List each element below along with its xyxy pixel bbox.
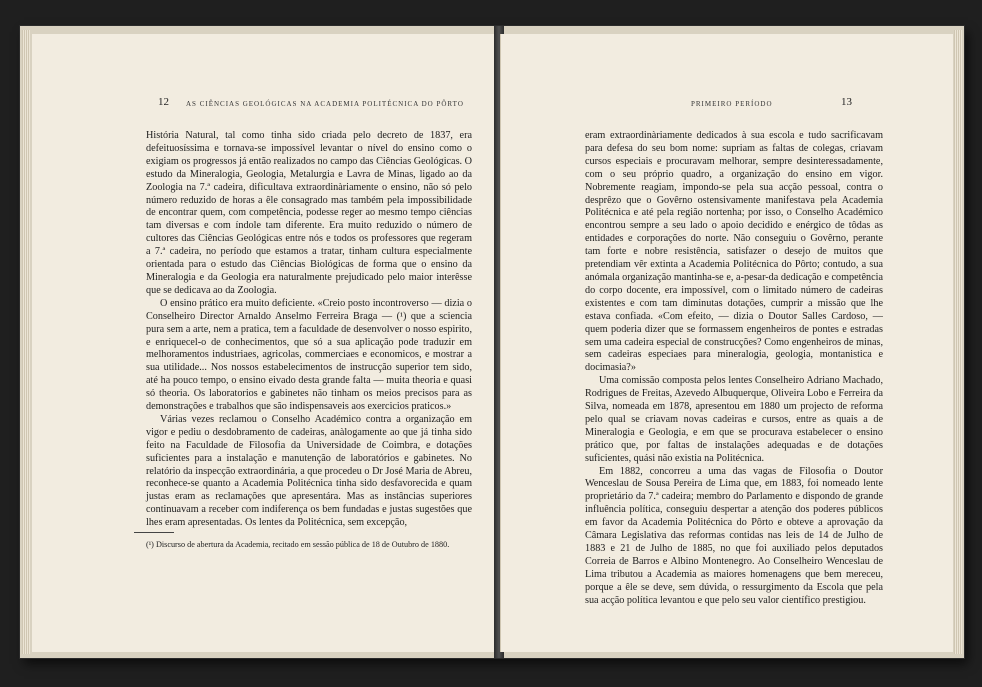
- footnote-rule: [134, 532, 174, 533]
- right-page-edges: [954, 30, 962, 654]
- left-page-edges: [22, 30, 30, 654]
- left-body-text: [146, 130, 472, 530]
- right-running-head: PRIMEIRO PERÍODO: [691, 100, 773, 108]
- right-paragraph-2: Uma comissão composta pelos lentes Conselheiro Adriano Machado, Rodrigues de Freitas, Azevedo Albuquerque, Oliveira Lobo e Ferreira da Silva, nomeada em 1878, apresentou em 1880 um projecto de reforma pelo qual se criavam novas cadeiras e cursos, entre as quais a de Mineralogia e Geologia, e em que se procurava estabelecer o ensino prático que, por faltas de instalações adequadas e de dotações suficientes, quási não existia na Politécnica.: [585, 375, 883, 464]
- left-page: [32, 34, 497, 652]
- right-body-text: [585, 130, 883, 608]
- left-page-number: 12: [158, 96, 169, 108]
- right-page: [500, 34, 953, 652]
- left-running-head: AS CIÊNCIAS GEOLÓGICAS NA ACADEMIA POLITÉCNICA DO PÔRTO: [186, 100, 464, 108]
- right-paragraph-3: Em 1882, concorreu a uma das vagas de Filosofia o Doutor Wenceslau de Sousa Pereira de Lima que, em 1883, foi nomeado lente proprietário da 7.ª cadeira; membro do Parlamento e dispondo de grande influência política, conseguiu despertar a atenção dos poderes públicos em favor da Academia Politécnica do Pôrto e obteve a aprovação da Câmara Legislativa das reformas contidas nas leis de 14 de Julho de 1883 e 21 de Julho de 1885, no que foi auxiliado pelos deputados Correia de Barros e Albino Montenegro. Ao Conselheiro Wenceslau de Lima tributou a Academia as maiores homenagens que bem mereceu, porque a êle se deve, sem dúvida, o ressurgimento da Escola que pela sua acção política levantou e que pelo seu valor científico prestigiou.: [585, 465, 883, 606]
- right-paragraph-1: eram extraordinàriamente dedicados à sua escola e tudo sacrificavam para defesa do seu bom nome: supriam as faltas de colegas, criavam cursos especiais e procuravam melhorar, sempre desinteressadamente, com o seu próprio quadro, a organização do ensino em vigor. Nobremente reagiam, impondo-se pela sua acção pessoal, contra o desprêzo que o Govêrno ostensivamente manifestava pela Academia Politécnica e até pela região nortenha; por isso, o Conselho Académico encontrou sempre a seu lado o apoio decidido e enérgico de tôdas as entidades e corporações do norte. Não conseguiu o Govêrno, perante tam forte e nobre resistência, satisfazer o desejo de muitos que pretendiam vêr extinta a Academia Politécnica do Pôrto; contudo, a sua anómala organização mantinha-se e, a-pesar-da dedicação e competência do corpo docente, era impossível, com o limitado número de cadeiras existentes e com tam diminutas dotações, cumprir a missão que lhe estava confiada. «Com efeito, — dizia o Doutor Salles Cardoso, — quem poderia dizer que se formassem engenheiros de pontes e estradas sem uma cadeira especial de construcções? Como engenheiros de minas, sem cadeiras especiaes para mineralogia, geologia, montanistica e docimasia?»: [585, 130, 883, 374]
- left-paragraph-3: Várias vezes reclamou o Conselho Académico contra a organização em vigor e pediu o desdobramento de cadeiras, anàlogamente ao que já tinha sido feito na Faculdade de Filosofia da Universidade de Coimbra, e dotações suficientes para a instalação e manutenção de laboratórios e gabinetes. No relatório da inspecção extraordinária, a que procedeu o Dr José Maria de Abreu, reconhece-se quanto a Academia Politécnica tinha sido desfavorecida e quam justas eram as reclamações que apresentára. Mas as instâncias superiores continuavam a receber com indiferença os bem fundadas e justas sugestões que lhes eram apresentadas. Os lentes da Politécnica, sem excepção,: [146, 413, 472, 529]
- footnote-text: (¹) Discurso de abertura da Academia, recitado em sessão pública de 18 de Outubro de 1880.: [146, 540, 450, 549]
- left-paragraph-2: O ensino prático era muito deficiente. «Creio posto incontroverso — dizia o Conselheiro Director Arnaldo Anselmo Ferreira Braga — (¹) que a sciencia pura sem a arte, nem a pratica, tem a faculdade de desenvolver o nosso espirito, e enriquecel-o de conhecimentos, que só a sua aplicação pode traduzir em melhoramentos industriaes, agricolas, commerciaes e economicos, e mostrar a sua utilidade... Nos nossos estabelecimentos de instrucção superior tem sido, até ha pouco tempo, o ensino eivado desta grande falta — muita theoria e quasi só theoria. Os laboratorios e gabinetes não tinham os meios precisos para as demonstrações e trabalhos que são indispensaveis aos exercicios praticos.»: [146, 297, 472, 413]
- right-page-number: 13: [841, 96, 852, 108]
- footnote: [132, 540, 458, 551]
- open-book: [20, 26, 964, 658]
- left-paragraph-1: História Natural, tal como tinha sido criada pelo decreto de 1837, era defeituosíssima e tornava-se impossível levantar o nível do ensino como o exigiam os progressos já então realizados no campo das Ciências Geológicas. O estudo da Mineralogia, Geologia, Metalurgia e Lavra de Minas, ligado ao da Zoologia na 7.ª cadeira, dificultava extraordinàriamente o ensino, não só pelo número reduzido de horas a êle consagrado mas também pela impossibilidade de encontrar quem, com competência, podesse reger ao mesmo tempo ciências tam diversas e com índole tam diferente. Era muito reduzido o número de cultores das Ciências Geológicas entre nós e todos os professores que regeram a 7.ª cadeira, no período que estamos a tratar, tinham cultura especialmente orientada para o estudo das Ciências Biológicas de forma que o ensino da Mineralogia e da Geologia era naturalmente prejudicado pelo maior interêsse que se dedicava ao da Zoologia.: [146, 130, 472, 296]
